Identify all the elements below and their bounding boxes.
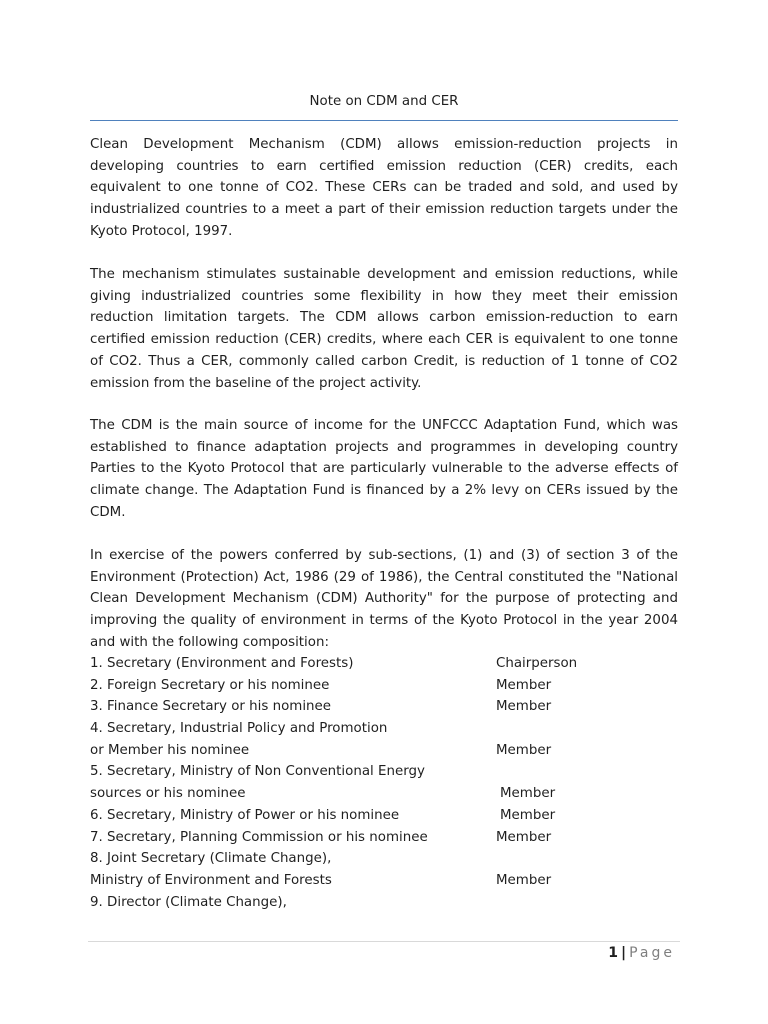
list-item: [90, 653, 678, 675]
list-item: [90, 827, 678, 849]
member-title: or Member his nominee: [90, 742, 250, 758]
paragraph-cdm-intro: Clean Development Mechanism (CDM) allows emission-reduction projects in developing countries to earn certified emission reduction (CER) credits, each equivalent to one tonne of CO2. These CERs can be traded and sold, and used by industrialized countries to a meet a part of their emission reduction targets under the Kyoto Protocol, 1997.: [90, 137, 678, 239]
member-role: Member: [496, 699, 552, 715]
footer-separator: |: [620, 945, 627, 961]
composition-list: [90, 653, 678, 913]
page-number: 1: [608, 945, 618, 961]
member-role: Member: [496, 829, 552, 845]
member-role: Member: [496, 872, 552, 888]
list-item: [90, 696, 678, 718]
list-item: [90, 740, 678, 762]
page-footer: [608, 943, 675, 963]
member-title: 2. Foreign Secretary or his nominee: [90, 677, 330, 693]
title-divider: [90, 120, 678, 121]
member-title: 6. Secretary, Ministry of Power or his nominee: [90, 807, 400, 823]
list-item: [90, 718, 678, 740]
member-title: sources or his nominee: [90, 786, 246, 802]
list-item: [90, 848, 678, 870]
document-title: Note on CDM and CER: [309, 94, 459, 109]
list-item: [90, 805, 678, 827]
list-item: [90, 675, 678, 697]
member-title: 3. Finance Secretary or his nominee: [90, 699, 332, 715]
paragraph-authority: In exercise of the powers conferred by sub-sections, (1) and (3) of section 3 of the Environment (Protection) Act, 1986 (29 of 1986), the Central constituted the "National Clean Development Mechanism (CDM) Authority" for the purpose of protecting and improving the quality of environment in terms of the Kyoto Protocol in the year 2004 and with the following composition:: [90, 548, 678, 650]
member-title: 5. Secretary, Ministry of Non Conventional Energy: [90, 764, 425, 780]
member-title: 1. Secretary (Environment and Forests): [90, 656, 354, 671]
member-title: 4. Secretary, Industrial Policy and Promotion: [90, 721, 388, 737]
member-title: 7. Secretary, Planning Commission or his nominee: [90, 829, 428, 845]
member-role: Member: [496, 742, 552, 758]
list-item: [90, 783, 678, 805]
page-label: Page: [629, 945, 675, 961]
member-title: 9. Director (Climate Change),: [90, 894, 287, 910]
list-item: [90, 870, 678, 892]
member-title: 8. Joint Secretary (Climate Change),: [90, 851, 332, 867]
member-role: Chairperson: [496, 656, 578, 671]
paragraph-mechanism: The mechanism stimulates sustainable development and emission reductions, while giving industrialized countries some flexibility in how they meet their emission reduction limitation targets. The CDM allows carbon emission-reduction to earn certified emission reduction (CER) credits, where each CER is equivalent to one tonne of CO2. Thus a CER, commonly called carbon Credit, is reduction of 1 tonne of CO2 emission from the baseline of the project activity.: [90, 267, 678, 391]
list-item: [90, 892, 678, 914]
member-role: Member: [500, 807, 556, 823]
footer-divider: [88, 941, 680, 942]
list-item: [90, 761, 678, 783]
member-title: Ministry of Environment and Forests: [90, 872, 332, 888]
member-role: Member: [496, 677, 552, 693]
member-role: Member: [500, 786, 556, 802]
paragraph-adaptation-fund: The CDM is the main source of income for the UNFCCC Adaptation Fund, which was established to finance adaptation projects and programmes in developing country Parties to the Kyoto Protocol that are particularly vulnerable to the adverse effects of climate change. The Adaptation Fund is financed by a 2% levy on CERs issued by the CDM.: [90, 418, 678, 520]
